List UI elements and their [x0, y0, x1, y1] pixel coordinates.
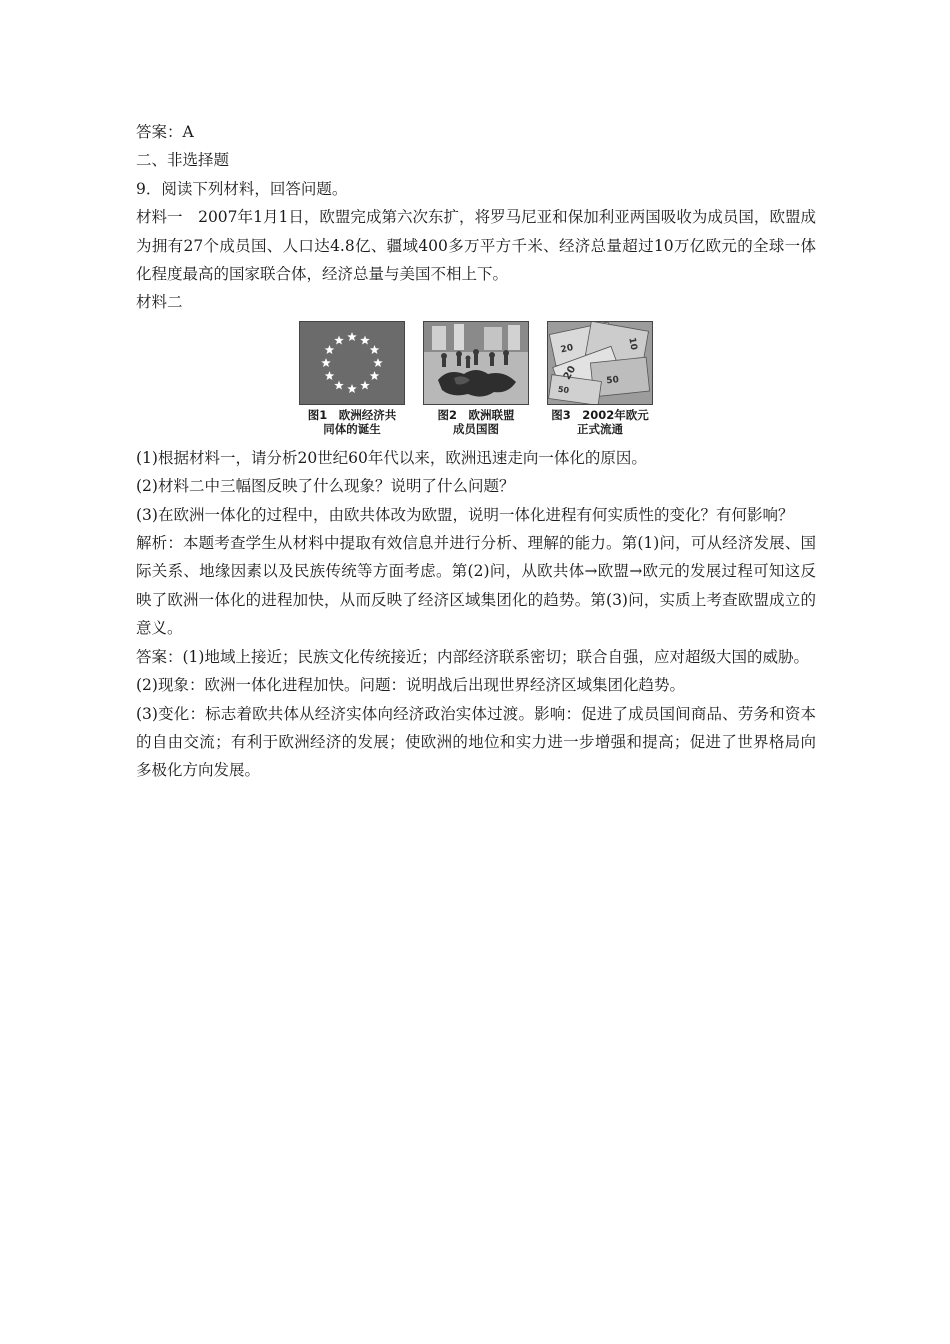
material-one: 材料一 2007年1月1日，欧盟完成第六次东扩，将罗马尼亚和保加利亚两国吸收为成员国，欧盟成为拥有27个成员国、人口达4.8亿、疆域400多万平方千米、经济总量超过10万亿欧元的全球一体化程度最高的国家联合体，经济总量与美国不相上下。: [136, 208, 816, 284]
answer-1: 答案：(1)地域上接近；民族文化传统接近；内部经济联系密切；联合自强，应对超级大国的威胁。: [136, 647, 809, 666]
eu-flag-icon: [299, 321, 405, 405]
figure-1-caption: 图1 欧洲经济共 同体的诞生: [307, 407, 397, 436]
question-2: (2)材料二中三幅图反映了什么现象？说明了什么问题？: [136, 477, 515, 496]
answer-line: 答案：A: [136, 123, 194, 141]
figure-row: [136, 321, 816, 444]
figure-3: [544, 321, 656, 444]
figure-3-caption: 图3 2002年欧元 正式流通: [551, 407, 649, 436]
question-1: (1)根据材料一，请分析20世纪60年代以来，欧洲迅速走向一体化的原因。: [136, 448, 647, 467]
figure-2-caption: 图2 欧洲联盟 成员国图: [437, 407, 515, 436]
figure-1: [296, 321, 408, 444]
euro-banknotes-photo: [547, 321, 653, 405]
figure-2: [420, 321, 532, 444]
question-3: (3)在欧洲一体化的过程中，由欧共体改为欧盟，说明一体化进程有何实质性的变化？有何影响？: [136, 505, 794, 524]
question-9-title: 9．阅读下列材料，回答问题。: [136, 179, 348, 198]
answer-2: (2)现象：欧洲一体化进程加快。问题：说明战后出现世界经济区域集团化趋势。: [136, 676, 685, 695]
material-two-label: 材料二: [136, 293, 183, 312]
svg-text:50: 50: [557, 384, 570, 395]
eu-map-photo: [423, 321, 529, 405]
svg-text:20: 20: [559, 342, 575, 356]
section-heading: 二、非选择题: [136, 151, 230, 170]
analysis-paragraph: 解析：本题考查学生从材料中提取有效信息并进行分析、理解的能力。第(1)问，可从经济发展、国际关系、地缘因素以及民族传统等方面考虑。第(2)问，从欧共体→欧盟→欧元的发展过程可知这反映了欧洲一体化的进程加快，从而反映了经济区域集团化的趋势。第(3)问，实质上考查欧盟成立的意义。: [136, 534, 816, 638]
document-page: [136, 118, 816, 785]
svg-text:10: 10: [626, 336, 639, 351]
svg-text:20: 20: [561, 363, 579, 382]
answer-3: (3)变化：标志着欧共体从经济实体向经济政治实体过渡。影响：促进了成员国间商品、劳务和资本的自由交流；有利于欧洲经济的发展；使欧洲的地位和实力进一步增强和提高；促进了世界格局向多极化方向发展。: [136, 704, 816, 780]
svg-text:50: 50: [605, 375, 620, 387]
